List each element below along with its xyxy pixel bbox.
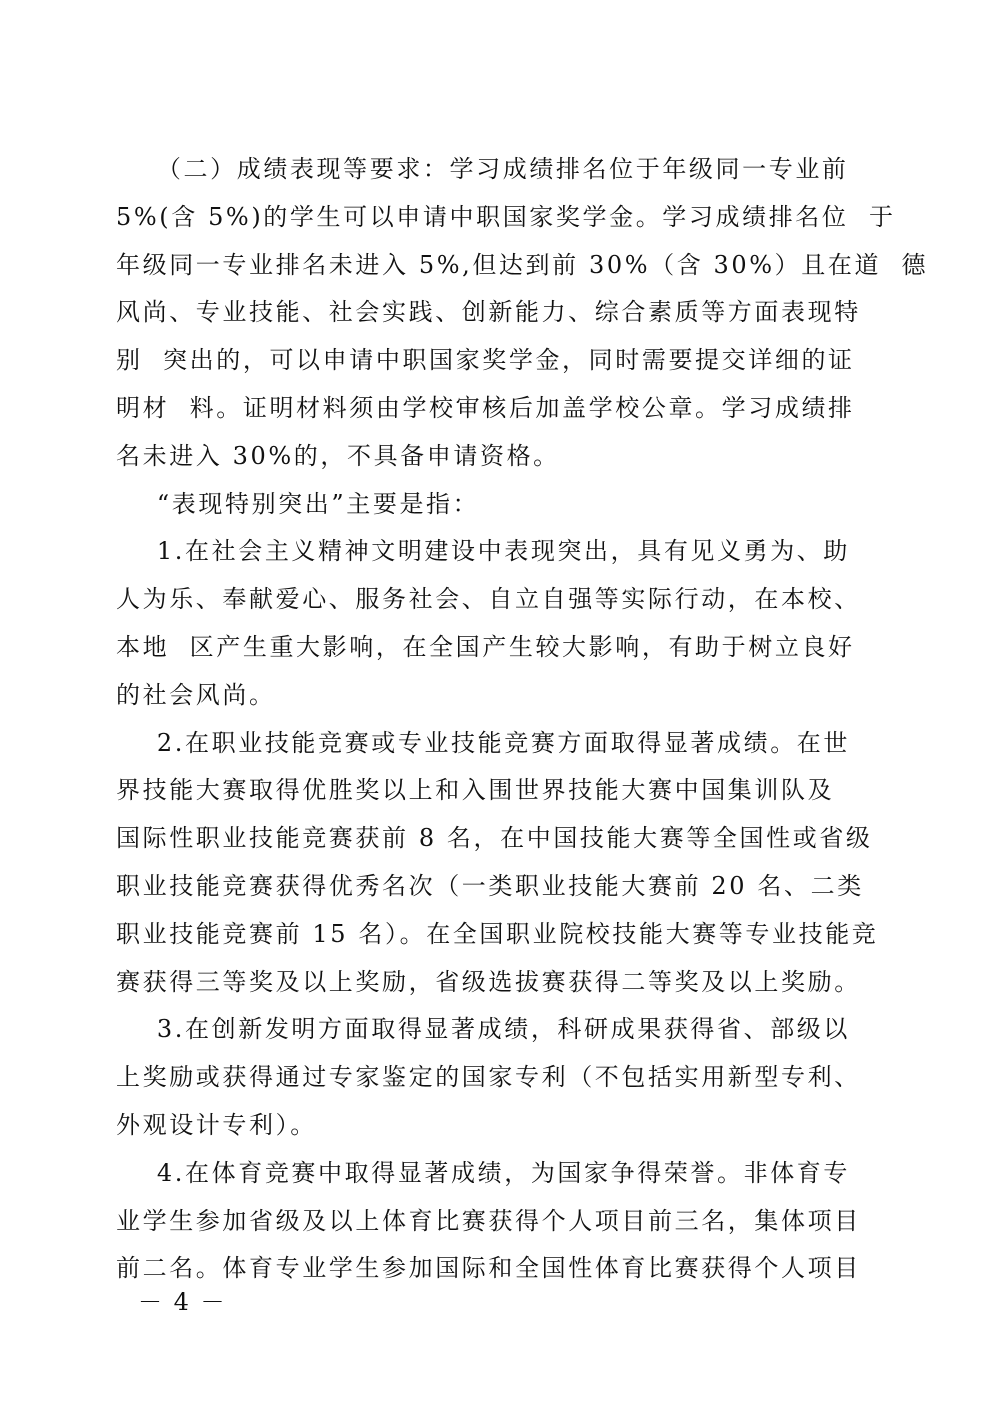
text-line: “表现特别突出”主要是指：	[116, 489, 480, 518]
text-line: 别 突出的，可以申请中职国家奖学金，同时需要提交详细的证	[116, 346, 855, 375]
text-line: 3.在创新发明方面取得显著成绩，科研成果获得省、部级以	[116, 1015, 851, 1044]
text-line: 业学生参加省级及以上体育比赛获得个人项目前三名，集体项目	[116, 1206, 861, 1235]
text-line: 名未进入 30%的，不具备申请资格。	[116, 441, 560, 470]
text-line: 职业技能竞赛前 15 名）。在全国职业院校技能大赛等专业技能竞	[116, 919, 879, 948]
text-line: 人为乐、奉献爱心、服务社会、自立自强等实际行动，在本校、	[116, 585, 861, 614]
text-line: 国际性职业技能竞赛获前 8 名，在中国技能大赛等全国性或省级	[116, 824, 873, 853]
text-line: 赛获得三等奖及以上奖励，省级选拔赛获得二等奖及以上奖励。	[116, 967, 861, 996]
text-line: 职业技能竞赛获得优秀名次（一类职业技能大赛前 20 名、二类	[116, 871, 864, 900]
page-number: － 4 －	[138, 1288, 227, 1316]
document-body	[116, 146, 929, 1293]
text-line: 前二名。体育专业学生参加国际和全国性体育比赛获得个人项目	[116, 1254, 861, 1283]
text-line: 界技能大赛取得优胜奖以上和入围世界技能大赛中国集训队及	[116, 776, 835, 805]
text-line: （二）成绩表现等要求：学习成绩排名位于年级同一专业前	[116, 155, 849, 183]
text-line: 的社会风尚。	[116, 680, 276, 709]
text-line: 外观设计专利）。	[116, 1110, 317, 1139]
text-line: 年级同一专业排名未进入 5%,但达到前 30%（含 30%）且在道 德	[116, 250, 929, 279]
text-line: 5%(含 5%)的学生可以申请中职国家奖学金。学习成绩排名位 于	[116, 202, 896, 231]
text-line: 本地 区产生重大影响，在全国产生较大影响，有助于树立良好	[116, 632, 855, 661]
text-line: 4.在体育竞赛中取得显著成绩，为国家争得荣誉。非体育专	[116, 1158, 851, 1187]
text-line: 上奖励或获得通过专家鉴定的国家专利（不包括实用新型专利、	[116, 1063, 861, 1092]
text-line: 明材 料。证明材料须由学校审核后加盖学校公章。学习成绩排	[116, 393, 855, 422]
text-line: 1.在社会主义精神文明建设中表现突出，具有见义勇为、助	[116, 537, 851, 566]
text-line: 2.在职业技能竞赛或专业技能竞赛方面取得显著成绩。在世	[116, 728, 851, 757]
text-line: 风尚、专业技能、社会实践、创新能力、综合素质等方面表现特	[116, 298, 861, 327]
